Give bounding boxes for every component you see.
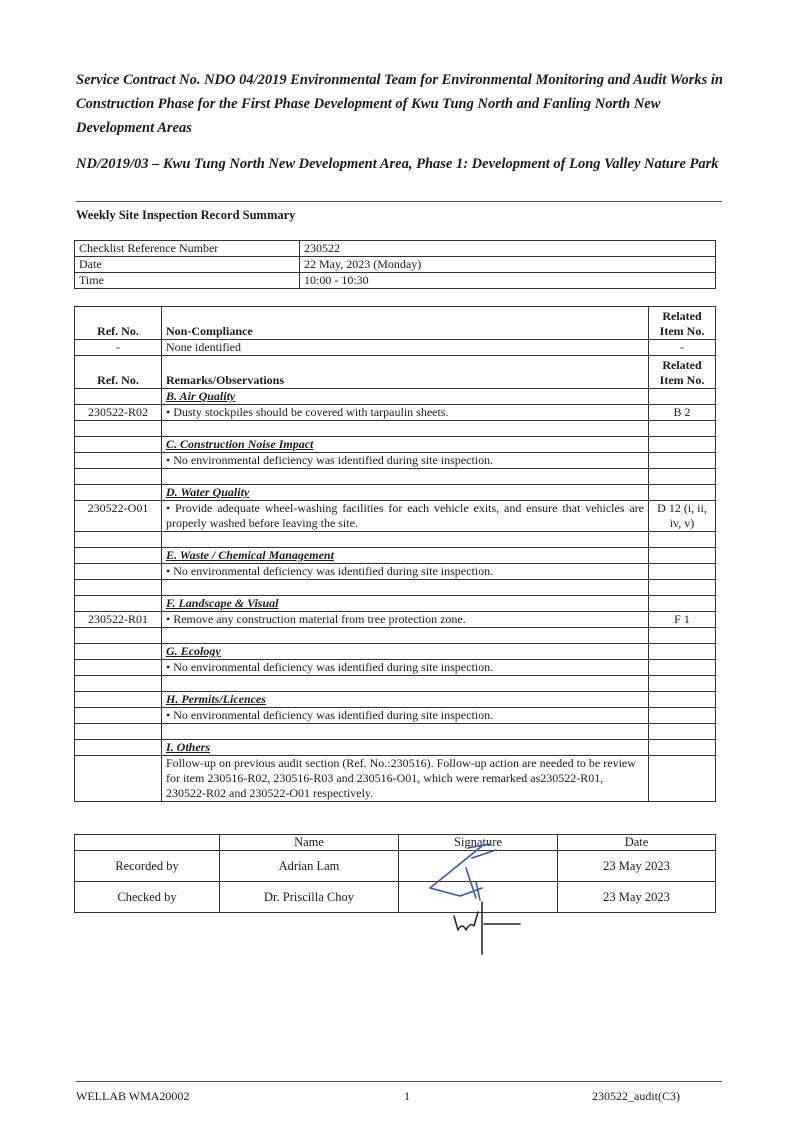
category-row	[75, 548, 716, 564]
info-value: 230522	[300, 241, 716, 257]
category-title: E. Waste / Chemical Management	[162, 548, 649, 564]
blank-row	[75, 628, 716, 644]
date-cell: 23 May 2023	[558, 851, 716, 882]
category-row	[75, 692, 716, 708]
category-row	[75, 437, 716, 453]
ref-cell	[75, 485, 162, 501]
ref-cell: 230522-R01	[75, 612, 162, 628]
observation-text: • No environmental deficiency was identified during site inspection.	[162, 660, 649, 676]
role-header	[75, 835, 220, 851]
page-number: 1	[404, 1089, 410, 1103]
blank-row	[75, 676, 716, 692]
related-item-cell	[649, 660, 716, 676]
noncompliance-header-row	[75, 307, 716, 340]
related-item-cell	[649, 596, 716, 612]
name-cell: Dr. Priscilla Choy	[220, 882, 399, 913]
ref-cell	[75, 453, 162, 469]
related-item-cell	[649, 548, 716, 564]
table-row	[75, 612, 716, 628]
observation-text: • Provide adequate wheel-washing facilities for each vehicle exits, and ensure that vehicles are properly washed before leaving the site.	[162, 501, 649, 532]
category-title: H. Permits/Licences	[162, 692, 649, 708]
section-title: Weekly Site Inspection Record Summary	[76, 208, 296, 222]
ref-cell	[75, 389, 162, 405]
category-row	[75, 644, 716, 660]
related-item-cell	[649, 692, 716, 708]
date-cell: 23 May 2023	[558, 882, 716, 913]
header-divider	[76, 201, 722, 202]
related-item-cell: D 12 (i, ii, iv, v)	[649, 501, 716, 532]
ref-cell: 230522-O01	[75, 501, 162, 532]
ref-cell	[75, 548, 162, 564]
ref-cell	[75, 644, 162, 660]
info-value: 22 May, 2023 (Monday)	[300, 257, 716, 273]
info-row	[75, 241, 716, 257]
related-item-cell	[649, 437, 716, 453]
category-row	[75, 389, 716, 405]
category-title: B. Air Quality	[162, 389, 649, 405]
related-item-cell	[649, 756, 716, 802]
observation-text: • Dusty stockpiles should be covered with tarpaulin sheets.	[162, 405, 649, 421]
inspection-info-table	[74, 240, 716, 289]
info-value: 10:00 - 10:30	[300, 273, 716, 289]
observation-text: • No environmental deficiency was identified during site inspection.	[162, 564, 649, 580]
signature-header-row	[75, 835, 716, 851]
role-cell: Checked by	[75, 882, 220, 913]
category-title: G. Ecology	[162, 644, 649, 660]
related-item-cell: -	[649, 340, 716, 356]
info-row	[75, 257, 716, 273]
signature-table	[74, 834, 716, 913]
related-item-cell	[649, 644, 716, 660]
related-item-cell	[649, 740, 716, 756]
info-row	[75, 273, 716, 289]
table-row	[75, 660, 716, 676]
role-cell: Recorded by	[75, 851, 220, 882]
category-row	[75, 485, 716, 501]
ref-cell	[75, 596, 162, 612]
signature-row	[75, 882, 716, 913]
ref-cell	[75, 740, 162, 756]
date-header: Date	[558, 835, 716, 851]
info-label: Date	[75, 257, 300, 273]
ref-header: Ref. No.	[75, 307, 162, 340]
table-row	[75, 453, 716, 469]
ref-cell	[75, 756, 162, 802]
ref-header: Ref. No.	[75, 356, 162, 389]
blank-row	[75, 469, 716, 485]
ref-cell	[75, 437, 162, 453]
footer-document-id: 230522_audit(C3)	[592, 1089, 680, 1103]
related-item-header: Related Item No.	[649, 307, 716, 340]
table-row	[75, 405, 716, 421]
remarks-header-row	[75, 356, 716, 389]
observation-text: • No environmental deficiency was identified during site inspection.	[162, 708, 649, 724]
footer-reference: WELLAB WMA20002	[76, 1089, 190, 1103]
inspection-findings-table	[74, 306, 716, 802]
noncompliance-text: None identified	[162, 340, 649, 356]
category-row	[75, 596, 716, 612]
ref-cell: -	[75, 340, 162, 356]
related-item-cell	[649, 564, 716, 580]
related-item-cell	[649, 708, 716, 724]
observation-text: • Remove any construction material from tree protection zone.	[162, 612, 649, 628]
related-item-header: Related Item No.	[649, 356, 716, 389]
related-item-cell	[649, 389, 716, 405]
remarks-header: Remarks/Observations	[162, 356, 649, 389]
category-title: C. Construction Noise Impact	[162, 437, 649, 453]
signature-header: Signature	[399, 835, 558, 851]
blank-row	[75, 532, 716, 548]
table-row	[75, 501, 716, 532]
observation-text: Follow-up on previous audit section (Ref. No.:230516). Follow-up action are needed to be review for item 230516-R02, 230516-R03 and 230516-O01, which were remarked as230522-R01, 230522-R02 and 230522-O01 respectively.	[162, 756, 649, 802]
contract-title: Service Contract No. NDO 04/2019 Environmental Team for Environmental Monitoring and Audit Works in Construction Phase for the First Phase Development of Kwu Tung North and Fanling North New Development Areas	[76, 72, 723, 136]
category-title: D. Water Quality	[162, 485, 649, 501]
table-row	[75, 340, 716, 356]
project-title: ND/2019/03 – Kwu Tung North New Development Area, Phase 1: Development of Long Valley Nature Park	[76, 156, 719, 172]
ref-cell	[75, 660, 162, 676]
info-label: Time	[75, 273, 300, 289]
handwritten-signatures	[420, 838, 530, 958]
blank-row	[75, 421, 716, 437]
noncompliance-header: Non-Compliance	[162, 307, 649, 340]
blank-row	[75, 724, 716, 740]
footer-divider	[76, 1081, 722, 1082]
related-item-cell: F 1	[649, 612, 716, 628]
ref-cell	[75, 692, 162, 708]
table-row	[75, 708, 716, 724]
name-cell: Adrian Lam	[220, 851, 399, 882]
category-title: I. Others	[162, 740, 649, 756]
observation-text: • No environmental deficiency was identified during site inspection.	[162, 453, 649, 469]
ref-cell: 230522-R02	[75, 405, 162, 421]
table-row	[75, 564, 716, 580]
table-row	[75, 756, 716, 802]
blank-row	[75, 580, 716, 596]
ref-cell	[75, 564, 162, 580]
name-header: Name	[220, 835, 399, 851]
related-item-cell	[649, 485, 716, 501]
signature-row	[75, 851, 716, 882]
category-row	[75, 740, 716, 756]
category-title: F. Landscape & Visual	[162, 596, 649, 612]
related-item-cell: B 2	[649, 405, 716, 421]
related-item-cell	[649, 453, 716, 469]
ref-cell	[75, 708, 162, 724]
info-label: Checklist Reference Number	[75, 241, 300, 257]
